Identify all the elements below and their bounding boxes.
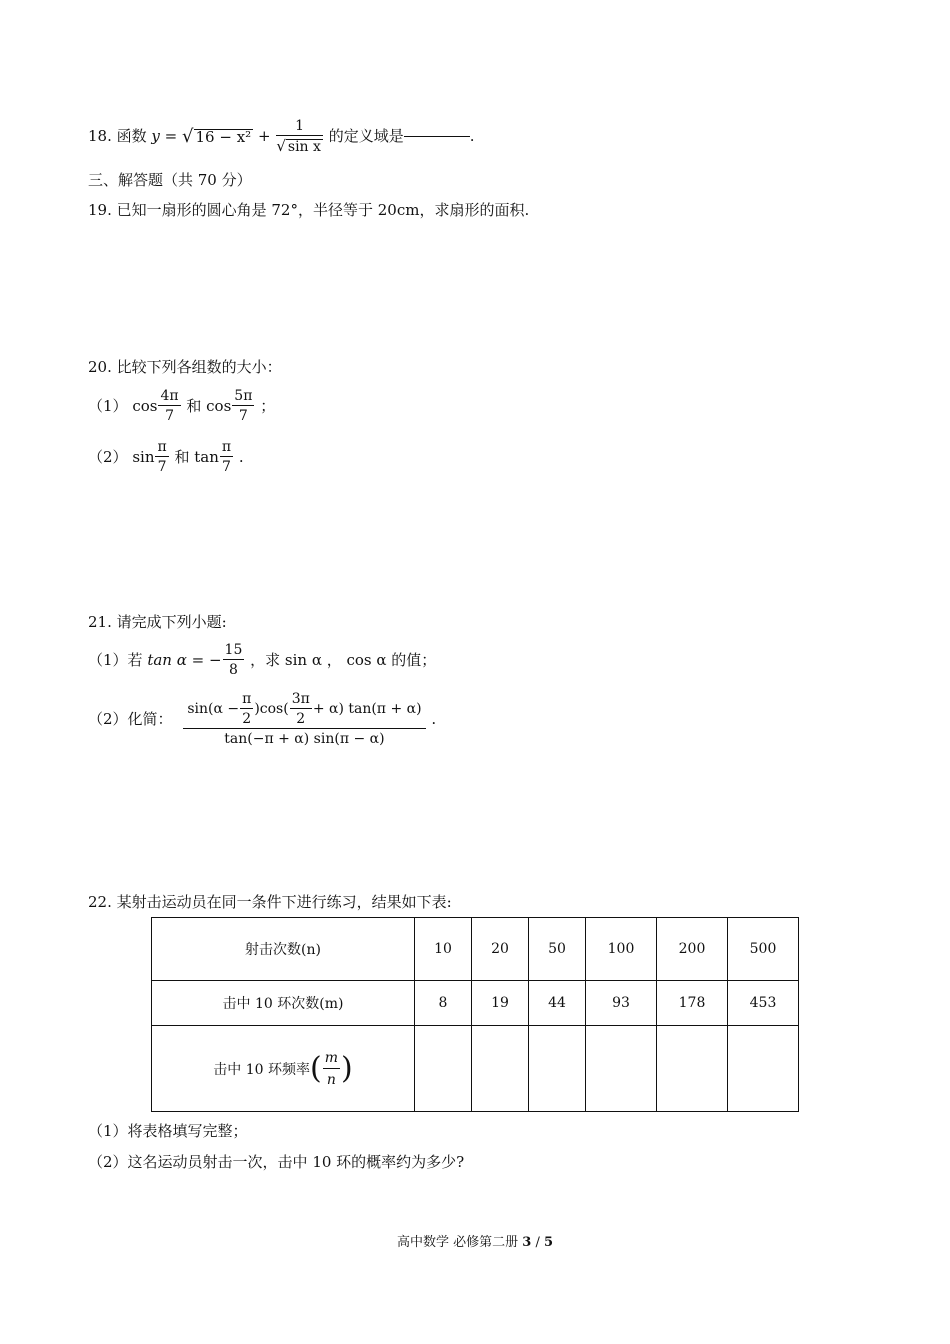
table-cell: 500 (728, 918, 799, 981)
q20-p1-label: （1） (88, 396, 128, 415)
q18-line (88, 119, 475, 154)
q21-p2-num-b: )cos( (254, 701, 289, 717)
q21-p2-n1: π (242, 691, 252, 707)
frequency-input-cell[interactable] (472, 1026, 529, 1112)
q21-part2 (88, 692, 436, 746)
q21-p2-d1: 2 (242, 711, 252, 727)
q20-p2-end: . (238, 447, 244, 466)
table-row (152, 1026, 799, 1112)
freq-den: n (326, 1071, 336, 1088)
table-cell: 200 (657, 918, 728, 981)
q21-p1-lhs: tan α = − (147, 650, 222, 669)
q20-p1-n1: 4π (160, 388, 179, 404)
q18-fraction: $\frac{1}{\text{√ sin x}}$ (276, 118, 321, 155)
q18-frac-num: 1 (276, 119, 323, 136)
page-footer (0, 1231, 950, 1250)
q20-p2-n1: π (157, 439, 167, 455)
frequency-input-cell[interactable] (728, 1026, 799, 1112)
q21-p2-numerator (183, 692, 425, 729)
row-header-hits: 击中 10 环次数(m) (152, 981, 415, 1026)
table-row (152, 918, 799, 981)
q21-p2-n2: 3π (291, 691, 310, 707)
q20-p2-f1: sin (132, 447, 155, 466)
q22-stem: 22. 某射击运动员在同一条件下进行练习，结果如下表: (88, 893, 452, 911)
footer-sep: / (535, 1235, 540, 1250)
q20-p1-f2: cos (206, 396, 232, 415)
q18-answer-blank[interactable] (404, 136, 470, 137)
q20-p2-d1: 7 (157, 459, 167, 475)
row-header-shots: 射击次数(n) (152, 918, 415, 981)
table-cell: 10 (415, 918, 472, 981)
frequency-input-cell[interactable] (657, 1026, 728, 1112)
q21-p1-num: 15 (224, 642, 243, 658)
table-cell: 453 (728, 981, 799, 1026)
frequency-input-cell[interactable] (586, 1026, 657, 1112)
q20-p2-label: （2） (88, 447, 128, 466)
table-cell: 100 (586, 918, 657, 981)
q21-p1-frac (223, 643, 245, 677)
table-cell: 20 (472, 918, 529, 981)
q21-p2-expression (183, 692, 425, 746)
q21-p1-den: 8 (228, 662, 238, 678)
freq-num: m (323, 1050, 340, 1069)
q20-p2-d2: 7 (222, 459, 231, 475)
frequency-input-cell[interactable] (529, 1026, 586, 1112)
table-cell: 19 (472, 981, 529, 1026)
results-table (151, 917, 799, 1112)
q18-plus: + (257, 127, 271, 145)
q20-p2-and: 和 (174, 447, 190, 466)
row-header-frequency-label: 击中 10 环频率 (213, 1061, 310, 1078)
q21-p2-end: . (431, 709, 437, 728)
q20-p2-frac2 (220, 440, 233, 474)
q18-end: . (469, 127, 475, 145)
q20-p2-frac1 (155, 440, 168, 474)
section-title: 三、解答题（共 70 分） (88, 171, 252, 189)
q21-p2-denominator: tan(−π + α) sin(π − α) (224, 731, 385, 747)
q18-y: y (151, 127, 160, 145)
footer-page: 3 (522, 1235, 532, 1250)
q20-p1-d1: 7 (165, 408, 174, 424)
table-cell: 178 (657, 981, 728, 1026)
q20-p2-f2: tan (194, 447, 219, 466)
q21-stem: 21. 请完成下列小题: (88, 613, 227, 631)
q21-p2-label: （2）化简： (88, 709, 173, 728)
q19-text: 19. 已知一扇形的圆心角是 72°，半径等于 20cm，求扇形的面积. (88, 201, 530, 219)
q21-p2-num-c: + α) tan(π + α) (312, 701, 422, 717)
q18-frac-den: sin x (287, 139, 321, 155)
table-cell: 50 (529, 918, 586, 981)
q20-part1 (88, 389, 275, 423)
q20-part2 (88, 440, 244, 474)
q18-radicand: 16 − x² (195, 127, 252, 146)
q21-p2-num-a: sin(α − (187, 701, 240, 717)
q18-eq: = (164, 127, 178, 145)
table-row (152, 981, 799, 1026)
footer-total: 5 (543, 1235, 554, 1250)
q21-p2-d2: 2 (296, 711, 306, 727)
table-cell: 8 (415, 981, 472, 1026)
q18-suffix: 的定义域是 (328, 127, 404, 145)
q22-part1: （1）将表格填写完整； (88, 1122, 248, 1140)
frequency-input-cell[interactable] (415, 1026, 472, 1112)
footer-course: 高中数学 必修第二册 (396, 1235, 519, 1250)
q20-p2-n2: π (221, 439, 232, 455)
q20-stem: 20. 比较下列各组数的大小： (88, 358, 282, 376)
q20-p1-and: 和 (186, 396, 202, 415)
q20-p1-n2: 5π (234, 388, 253, 404)
row-header-frequency: 击中 10 环频率( $\frac{m}{n}$ ) (152, 1026, 415, 1112)
q20-p1-frac1 (158, 389, 180, 423)
q20-p1-end: ； (260, 396, 276, 415)
q21-p1-rest: ，求 sin α ， cos α 的值； (250, 650, 437, 669)
q21-p1-label: （1）若 (88, 650, 143, 669)
table-cell: 44 (529, 981, 586, 1026)
q20-p1-d2: 7 (238, 408, 248, 424)
q21-part1 (88, 643, 436, 677)
q20-p1-frac2 (232, 389, 254, 423)
q20-p1-f1: cos (132, 396, 158, 415)
q18-sqrt: √ 16 − x² (182, 125, 252, 147)
q22-part2: （2）这名运动员射击一次，击中 10 环的概率约为多少? (88, 1153, 465, 1171)
q18-prefix: 18. 函数 (88, 127, 147, 145)
table-cell: 93 (586, 981, 657, 1026)
